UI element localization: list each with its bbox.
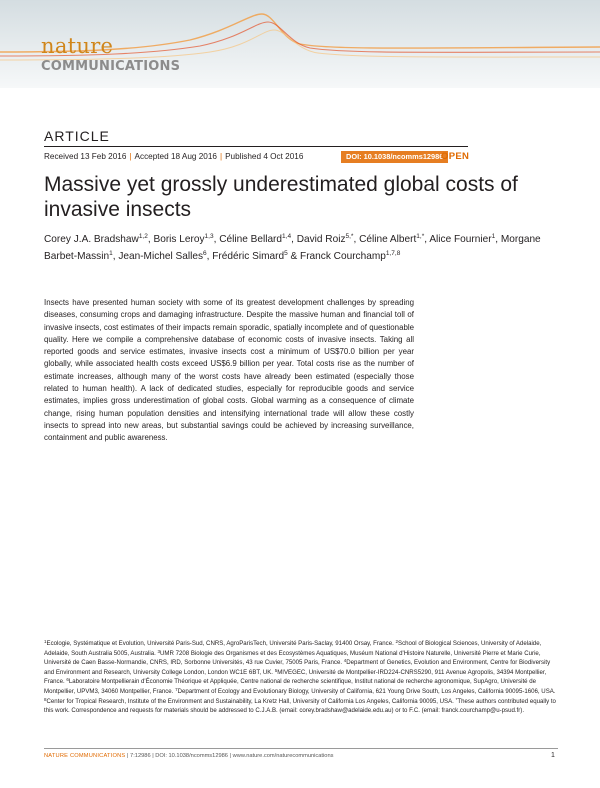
doi-badge[interactable]: DOI: 10.1038/ncomms12986 — [341, 151, 448, 163]
affiliation-text: UMR 7208 Biologie des Organismes et des Ecosystèmes Aquatiques, Muséum National d'Histoire Naturelle, Université Pierre et Marie Curie, Université de Caen Basse-Normandie, CNRS, IRD, Sorbonne Universités, 43 rue Cuvier, 75005 Paris, France. — [44, 649, 541, 667]
affiliation-text: MIVEGEC, Université de Montpellier-IRD224-CNRS5290, 911 Avenue Agropolis, 34394 Montpellier, France. — [44, 668, 547, 686]
page-number: 1 — [551, 752, 555, 759]
author-name: Franck Courchamp — [300, 251, 386, 262]
author-affiliation-marker: 5 — [284, 250, 288, 257]
open-access-label: OPEN — [441, 151, 470, 162]
affiliation-text: Center for Tropical Research, Institute of the Environment and Sustainability, La Kretz Hall, University of California Los Angeles, California 90095, USA. — [46, 697, 456, 705]
author-separator: , — [206, 251, 213, 262]
affiliation-marker: 2 — [395, 639, 398, 644]
affiliation-marker: 1 — [44, 639, 47, 644]
author-separator: , — [112, 251, 119, 262]
affiliations — [44, 639, 558, 716]
author-separator: , — [147, 234, 154, 245]
author-affiliation-marker: 1,4 — [282, 233, 292, 240]
article-title: Massive yet grossly underestimated global costs of invasive insects — [44, 173, 518, 221]
article-type-label: ARTICLE — [44, 128, 110, 144]
author-separator: , — [213, 234, 220, 245]
affiliation-text: Laboratoire Montpellierain d'Économie Théorique et Appliquée, Centre national de recherche scientifique, Institut national de recherche agronomique, SupAgro, Université de Montpellier, UPVM3, 34060 Montpellier, France. — [44, 678, 537, 695]
author-name: David Roiz — [296, 234, 346, 245]
abstract: Insects have presented human society with some of its greatest development challenges by spreading diseases, consuming crops and damaging infrastructure. Despite the massive human and financial toll of invasive insects, cost estimates of their impacts remain sporadic, spatially incomplete and of questionable quality. Here we compile a comprehensive database of economic costs of invasive insects. Taking all reported goods and service estimates, invasive insects cost a minimum of US$70.0 billion per year globally, while associated health costs exceed US$6.9 billion per year. Total costs rise as the number of estimate increases, although many of the worst costs have already been estimated (especially those related to human health). A lack of dedicated studies, especially for reproducible goods and service estimates, implies gross underestimation of global costs. Global warming as a consequence of climate change, rising human population densities and intensifying international trade will allow these costly insects to spread into new areas, but substantial savings could be achieved by increasing surveillance, containment and public awareness. — [44, 298, 414, 443]
affiliation-text: Department of Genetics, Evolution and Environment, Centre for Biodiversity and Environment and Research, University College London, London WC1E 6BT, UK. — [44, 659, 551, 676]
author-name: Morgane Barbet-Massin — [44, 234, 541, 262]
footer-journal: NATURE COMMUNICATIONS — [44, 753, 126, 759]
author-name: Corey J.A. Bradshaw — [44, 234, 139, 245]
author-name: Boris Leroy — [153, 234, 205, 245]
accepted-date: Accepted 18 Aug 2016 — [134, 152, 217, 161]
received-date: Received 13 Feb 2016 — [44, 152, 127, 161]
author-affiliation-marker: 1,7,8 — [385, 250, 401, 257]
author-list — [44, 231, 544, 265]
footer-url[interactable]: www.nature.com/naturecommunications — [232, 753, 334, 759]
published-date: Published 4 Oct 2016 — [225, 152, 304, 161]
page-footer: NATURE COMMUNICATIONS | 7:12986 | DOI: 10.1038/ncomms12986 | www.nature.com/naturecommunications — [44, 753, 334, 759]
author-separator: & — [287, 251, 301, 262]
date-separator: | — [219, 152, 223, 161]
affiliation-marker: 6 — [66, 677, 69, 683]
author-affiliation-marker: 1 — [109, 250, 113, 257]
author-affiliation-marker: 5,* — [345, 233, 354, 240]
author-affiliation-marker: 1 — [491, 233, 496, 240]
affiliation-text: These authors contributed equally to this work. Correspondence and requests for materials should be addressed to C.J.A.B. (email: corey.bradshaw@adelaide.edu.au) or to F.C. (email: franck.courchamp@u-psud.fr). — [44, 697, 556, 715]
author-name: Alice Fournier — [429, 234, 492, 245]
affiliation-text: School of Biological Sciences, University of Adelaide, Adelaide, South Australia 5005, Australia. — [44, 640, 542, 657]
affiliation-text: Department of Ecology and Evolutionary Biology, University of California, 621 Young Drive South, Los Angeles, California 90095-1606, USA. — [177, 687, 556, 695]
author-name: Céline Bellard — [219, 234, 283, 245]
footer-ref: 7:12986 — [130, 753, 151, 759]
affiliation-text: Ecologie, Systématique et Evolution, Université Paris-Sud, CNRS, AgroParisTech, Université Paris-Saclay, 91400 Orsay, France. — [46, 640, 396, 647]
journal-logo-nature: nature — [41, 34, 114, 58]
affiliation-marker: 4 — [343, 658, 347, 664]
author-separator: , — [424, 234, 430, 245]
author-affiliation-marker: 1,3 — [204, 233, 214, 240]
affiliation-marker: 3 — [157, 648, 161, 654]
author-separator: , — [291, 234, 297, 245]
author-name: Frédéric Simard — [212, 251, 285, 262]
article-dates — [44, 152, 303, 161]
author-affiliation-marker: 6 — [203, 250, 207, 257]
date-separator: | — [129, 152, 132, 161]
footer-rule — [44, 748, 558, 749]
author-name: Jean-Michel Salles — [118, 251, 204, 262]
affiliation-marker: 7 — [175, 686, 178, 692]
author-separator: , — [495, 234, 501, 245]
affiliation-marker: 5 — [274, 667, 278, 673]
author-separator: , — [353, 234, 360, 245]
footer-doi: DOI: 10.1038/ncomms12986 — [155, 753, 228, 759]
affiliation-marker: * — [455, 696, 458, 702]
header-rule — [44, 146, 468, 147]
author-affiliation-marker: 1,2 — [138, 233, 148, 240]
author-affiliation-marker: 1,* — [416, 233, 425, 240]
journal-banner — [0, 0, 600, 88]
affiliation-marker: 8 — [44, 696, 47, 702]
journal-logo-communications: COMMUNICATIONS — [41, 59, 181, 74]
author-name: Céline Albert — [359, 234, 417, 245]
